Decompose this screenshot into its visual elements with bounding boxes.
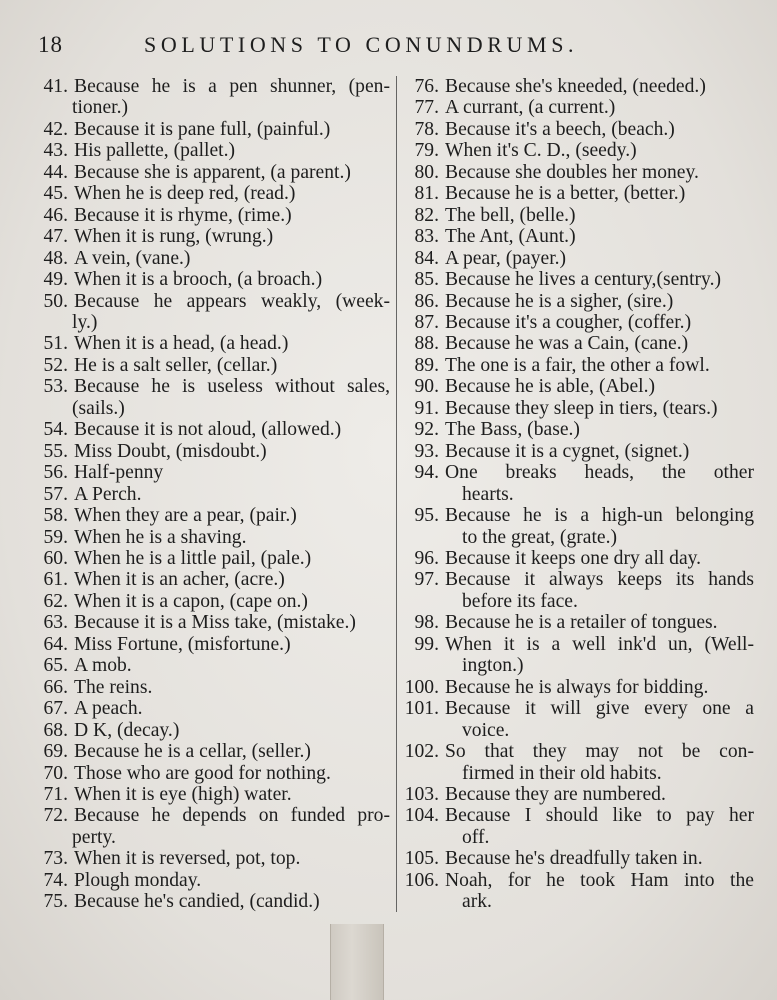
paper-scrap [330,924,384,1000]
solution-text: The Bass, (base.) [445,419,580,441]
solution-entry [34,698,390,719]
solution-number: 95. [414,505,439,527]
solution-entry [402,376,754,397]
solution-entry [34,333,390,354]
solution-text: Because it will give every one a [445,698,754,720]
solution-text: So that they may not be con- [445,741,754,763]
solution-text: Because I should like to pay her [445,805,754,827]
solution-number: 56. [43,462,68,484]
solution-number: 98. [414,612,439,634]
solution-entry [34,419,390,440]
solution-text: When it is a head, (a head.) [74,333,289,355]
solution-entry [402,269,754,290]
solution-entry [402,312,754,333]
solution-entry [402,97,754,118]
solution-text: Because it keeps one dry all day. [445,547,702,569]
solution-number: 74. [43,869,68,891]
solution-entry [34,462,390,483]
solution-number: 60. [43,547,68,569]
solution-number: 79. [414,140,439,162]
solution-entry [402,870,754,913]
solution-text: His pallette, (pallet.) [74,140,236,162]
solution-entry [34,527,390,548]
solution-number: 50. [43,290,68,312]
solution-text: Because he's candied, (candid.) [74,891,320,913]
solution-number: 58. [43,505,68,527]
solution-number: 59. [43,526,68,548]
solution-text: When they are a pear, (pair.) [74,505,297,527]
solution-number: 92. [414,419,439,441]
solution-text: Noah, for he took Ham into the [445,869,754,891]
solution-number: 87. [414,311,439,333]
solution-entry [34,291,390,334]
solution-continuation: voice. [462,719,510,741]
solution-entry [34,720,390,741]
solution-entry [34,226,390,247]
solution-text: Because it is rhyme, (rime.) [74,204,292,226]
solution-entry [34,269,390,290]
solution-entry [34,870,390,891]
solution-continuation: off. [462,826,490,848]
solution-entry [402,569,754,612]
solution-entry [34,376,390,419]
solution-number: 62. [43,590,68,612]
left-column [34,76,390,913]
solution-text: Because he is a retailer of tongues. [445,612,718,634]
solution-entry [402,848,754,869]
solution-number: 47. [43,226,68,248]
solution-text: Because he is always for bidding. [445,676,709,698]
solution-text: When it's C. D., (seedy.) [445,140,637,162]
solution-entry [402,183,754,204]
solution-text: Because he is a high-un belonging [445,505,754,527]
solution-number: 99. [414,633,439,655]
solution-number: 97. [414,569,439,591]
page-number: 18 [38,32,63,57]
solution-text: When it is a well ink'd un, (Well- [445,633,754,655]
solution-text: When it is a brooch, (a broach.) [74,269,323,291]
solution-number: 101. [404,698,439,720]
solution-number: 49. [43,269,68,291]
solution-entry [402,76,754,97]
solution-number: 77. [414,97,439,119]
solution-text: When he is deep red, (read.) [74,183,296,205]
solution-number: 84. [414,247,439,269]
solution-entry [34,119,390,140]
solution-text: Because he depends on funded pro- [74,805,390,827]
solution-number: 46. [43,204,68,226]
solution-number: 48. [43,247,68,269]
solution-number: 105. [404,848,439,870]
solution-continuation: to the great, (grate.) [462,526,618,548]
solution-continuation: ly.) [72,311,98,333]
solution-number: 86. [414,290,439,312]
solution-number: 106. [404,869,439,891]
solution-entry [402,784,754,805]
solution-entry [34,140,390,161]
solution-text: Because it's a cougher, (coffer.) [445,311,692,333]
solution-entry [402,355,754,376]
solution-entry [34,76,390,119]
solution-continuation: before its face. [462,590,578,612]
solution-number: 53. [43,376,68,398]
solution-text: Because he's dreadfully taken in. [445,848,703,870]
solution-text: Because it is a Miss take, (mistake.) [74,612,356,634]
solution-continuation: perty. [72,826,116,848]
solution-entry [34,655,390,676]
solution-continuation: ark. [462,891,492,913]
solution-text: When it is rung, (wrung.) [74,226,274,248]
solution-number: 78. [414,118,439,140]
solution-text: He is a salt seller, (cellar.) [74,354,278,376]
solution-entry [402,205,754,226]
solution-text: Because he is useless without sales, [74,376,390,398]
solution-entry [34,805,390,848]
solution-text: Because they sleep in tiers, (tears.) [445,397,718,419]
solution-entry [402,248,754,269]
solution-number: 73. [43,848,68,870]
solution-number: 55. [43,440,68,462]
solution-number: 65. [43,655,68,677]
solution-text: Miss Doubt, (misdoubt.) [74,440,267,462]
solution-continuation: firmed in their old habits. [462,762,662,784]
solution-entry [34,484,390,505]
solution-text: Because it is pane full, (painful.) [74,118,331,140]
column-divider [396,76,397,912]
solution-continuation: (sails.) [72,397,125,419]
solution-entry [34,548,390,569]
solution-entry [34,441,390,462]
solution-number: 72. [43,805,68,827]
solution-text: When he is a shaving. [74,526,247,548]
running-title: SOLUTIONS TO CONUNDRUMS. [144,32,579,57]
solution-text: When it is eye (high) water. [74,783,292,805]
solution-entry [402,333,754,354]
solution-text: One breaks heads, the other [445,462,754,484]
solution-entry [34,183,390,204]
solution-number: 70. [43,762,68,784]
solution-text: Miss Fortune, (misfortune.) [74,633,291,655]
solution-text: The Ant, (Aunt.) [445,226,576,248]
solution-number: 100. [404,676,439,698]
solution-entry [34,848,390,869]
solution-entry [34,205,390,226]
solution-number: 69. [43,741,68,763]
solution-number: 71. [43,783,68,805]
solution-text: A mob. [74,655,132,677]
solution-text: When it is an acher, (acre.) [74,569,285,591]
solution-text: When it is a capon, (cape on.) [74,590,308,612]
solution-number: 90. [414,376,439,398]
solution-number: 57. [43,483,68,505]
solution-entry [402,162,754,183]
solution-text: Because it always keeps its hands [445,569,754,591]
solution-text: Because it is not aloud, (allowed.) [74,419,342,441]
solution-number: 91. [414,397,439,419]
solution-entry [34,677,390,698]
solution-text: Because he is a sigher, (sire.) [445,290,674,312]
solution-text: Because they are numbered. [445,783,666,805]
solution-text: The reins. [74,676,153,698]
solution-number: 89. [414,354,439,376]
solution-text: Because she is apparent, (a parent.) [74,161,351,183]
solution-text: When he is a little pail, (pale.) [74,547,312,569]
solution-entry [34,248,390,269]
solution-text: D K, (decay.) [74,719,180,741]
solution-text: A Perch. [74,483,142,505]
solution-entry [402,612,754,633]
solution-number: 54. [43,419,68,441]
solution-text: A vein, (vane.) [74,247,191,269]
solution-number: 103. [404,783,439,805]
solution-entry [34,591,390,612]
solution-entry [34,634,390,655]
solution-number: 52. [43,354,68,376]
solution-entry [34,784,390,805]
solution-entry [34,355,390,376]
solution-text: Because he appears weakly, (week- [74,290,390,312]
solution-entry [402,548,754,569]
solution-number: 85. [414,269,439,291]
solution-text: Because she's kneeded, (needed.) [445,76,706,97]
solution-number: 96. [414,547,439,569]
solution-text: Because it is a cygnet, (signet.) [445,440,690,462]
solution-text: Because he is a cellar, (seller.) [74,741,311,763]
solution-continuation: hearts. [462,483,514,505]
solution-text: When it is reversed, pot, top. [74,848,301,870]
solution-text: Because he is able, (Abel.) [445,376,656,398]
right-column [402,76,754,913]
page-header [38,32,737,62]
solution-number: 94. [414,462,439,484]
solution-entry [34,505,390,526]
solution-number: 83. [414,226,439,248]
solution-text: A pear, (payer.) [445,247,567,269]
solution-number: 88. [414,333,439,355]
solution-number: 75. [43,891,68,913]
solution-entry [34,891,390,912]
solution-text: Half-penny [74,462,164,484]
solution-number: 64. [43,633,68,655]
solution-text: The bell, (belle.) [445,204,576,226]
solution-number: 66. [43,676,68,698]
solution-text: Because she doubles her money. [445,161,699,183]
solution-text: Because it's a beech, (beach.) [445,118,675,140]
solution-entry [34,741,390,762]
solution-text: The one is a fair, the other a fowl. [445,354,710,376]
solution-entry [402,741,754,784]
solution-number: 68. [43,719,68,741]
solution-entry [402,140,754,161]
solution-entry [402,805,754,848]
solution-entry [34,763,390,784]
solution-text: Because he is a pen shunner, (pen- [74,76,390,97]
solution-entry [34,162,390,183]
solution-entry [402,226,754,247]
solution-number: 41. [43,76,68,97]
solution-entry [34,612,390,633]
solution-text: Because he is a better, (better.) [445,183,686,205]
solution-number: 104. [404,805,439,827]
solution-entry [402,634,754,677]
solution-text: Those who are good for nothing. [74,762,331,784]
solution-text: Because he was a Cain, (cane.) [445,333,689,355]
solution-number: 76. [414,76,439,97]
solution-number: 63. [43,612,68,634]
solution-number: 51. [43,333,68,355]
solution-number: 82. [414,204,439,226]
solution-number: 80. [414,161,439,183]
solution-number: 45. [43,183,68,205]
solution-entry [402,505,754,548]
solution-entry [34,569,390,590]
solution-continuation: tioner.) [72,97,129,119]
solution-text: Because he lives a century,(sentry.) [445,269,722,291]
solution-text: Plough monday. [74,869,202,891]
solution-number: 81. [414,183,439,205]
solution-entry [402,462,754,505]
solution-text: A currant, (a current.) [445,97,616,119]
solution-text: A peach. [74,698,143,720]
solution-entry [402,291,754,312]
solution-continuation: ington.) [462,655,524,677]
solution-entry [402,698,754,741]
solution-entry [402,419,754,440]
solution-entry [402,119,754,140]
solution-number: 42. [43,118,68,140]
solution-number: 102. [404,741,439,763]
solution-entry [402,677,754,698]
solution-number: 43. [43,140,68,162]
solution-entry [402,441,754,462]
solution-entry [402,398,754,419]
solution-number: 93. [414,440,439,462]
solution-number: 67. [43,698,68,720]
solution-number: 44. [43,161,68,183]
solution-number: 61. [43,569,68,591]
